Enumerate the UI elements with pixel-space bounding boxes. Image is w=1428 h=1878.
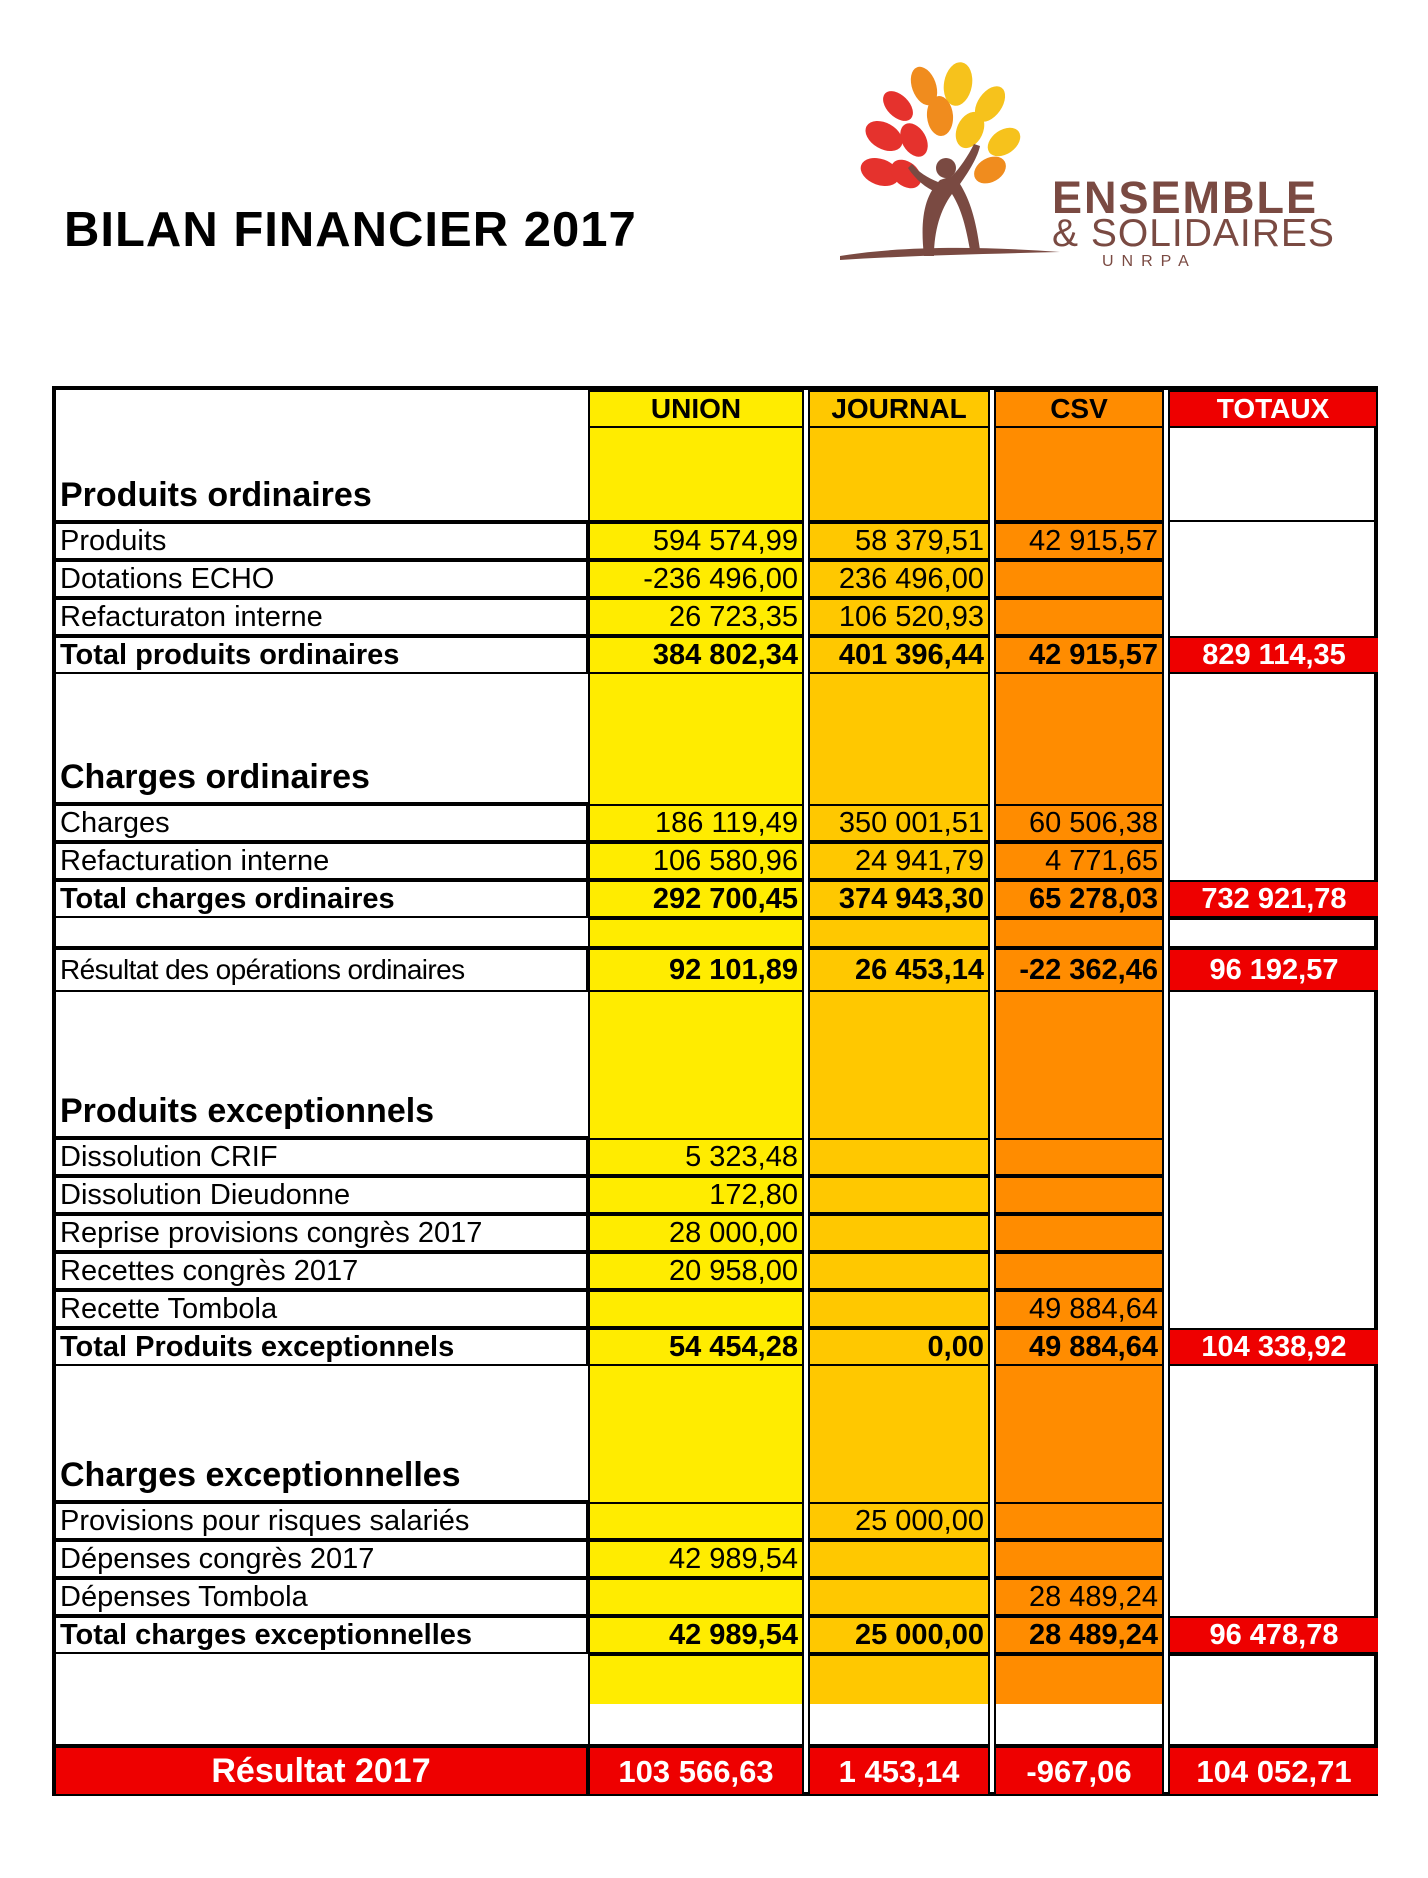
cell-csv-total-ch-exc: 28 489,24 xyxy=(994,1616,1164,1654)
cell-union-total-ch-exc: 42 989,54 xyxy=(588,1616,804,1654)
blank-j xyxy=(808,1654,990,1746)
cell-total-blank xyxy=(1168,804,1378,842)
row-label-total-ch-exc: Total charges exceptionnelles xyxy=(56,1616,588,1654)
cell-csv-total-ch-ord: 65 278,03 xyxy=(994,880,1164,918)
blank-t xyxy=(1168,1366,1378,1502)
row-label-refact2: Refacturation interne xyxy=(56,842,588,880)
cell-total-total-prod-ord: 829 114,35 xyxy=(1168,636,1378,674)
cell-csv-dotations xyxy=(994,560,1164,598)
cell-union-charges: 186 119,49 xyxy=(588,804,804,842)
result-2017-union: 103 566,63 xyxy=(588,1746,804,1796)
cell-total-blank xyxy=(1168,1578,1378,1616)
cell-journal-total-prod-ord: 401 396,44 xyxy=(808,636,990,674)
cell-union-dep-tombola xyxy=(588,1578,804,1616)
cell-csv-dep-congres xyxy=(994,1540,1164,1578)
blank-c xyxy=(994,1654,1164,1746)
logo-text-unrpa: UNRPA xyxy=(1102,253,1197,270)
cell-union-reprise: 28 000,00 xyxy=(588,1214,804,1252)
blank-journal xyxy=(808,428,990,522)
blank-c xyxy=(994,674,1164,804)
header-totaux: TOTAUX xyxy=(1168,390,1378,428)
result-2017-total: 104 052,71 xyxy=(1168,1746,1378,1796)
blank-totaux xyxy=(1168,428,1378,522)
row-label-tombola-rec: Recette Tombola xyxy=(56,1290,588,1328)
header-journal: JOURNAL xyxy=(808,390,990,428)
cell-union-refact2: 106 580,96 xyxy=(588,842,804,880)
cell-journal-dieudonne xyxy=(808,1176,990,1214)
cell-journal-dep-congres xyxy=(808,1540,990,1578)
row-label-refact1: Refacturaton interne xyxy=(56,598,588,636)
cell-journal-refact1: 106 520,93 xyxy=(808,598,990,636)
cell-journal-tombola-rec xyxy=(808,1290,990,1328)
row-label-dieudonne: Dissolution Dieudonne xyxy=(56,1176,588,1214)
section-charges-ordinaires: Charges ordinaires xyxy=(56,674,588,804)
cell-csv-refact2: 4 771,65 xyxy=(994,842,1164,880)
cell-union-produits: 594 574,99 xyxy=(588,522,804,560)
cell-csv-recettes xyxy=(994,1252,1164,1290)
page-title: BILAN FINANCIER 2017 xyxy=(64,203,637,257)
blank-t xyxy=(1168,918,1378,948)
blank-j xyxy=(808,1366,990,1502)
cell-total-blank xyxy=(1168,1214,1378,1252)
cell-journal-refact2: 24 941,79 xyxy=(808,842,990,880)
row-label-resultat-ord: Résultat des opérations ordinaires xyxy=(56,948,588,992)
cell-union-recettes: 20 958,00 xyxy=(588,1252,804,1290)
row-label-provisions: Provisions pour risques salariés xyxy=(56,1502,588,1540)
blank-u xyxy=(588,1366,804,1502)
result-2017-label: Résultat 2017 xyxy=(56,1746,588,1796)
cell-journal-total-ch-exc: 25 000,00 xyxy=(808,1616,990,1654)
cell-union-provisions xyxy=(588,1502,804,1540)
cell-journal-charges: 350 001,51 xyxy=(808,804,990,842)
cell-csv-reprise xyxy=(994,1214,1164,1252)
cell-total-total-ch-exc: 96 478,78 xyxy=(1168,1616,1378,1654)
row-label-recettes: Recettes congrès 2017 xyxy=(56,1252,588,1290)
blank-t xyxy=(1168,674,1378,804)
cell-csv-tombola-rec: 49 884,64 xyxy=(994,1290,1164,1328)
row-label-reprise: Reprise provisions congrès 2017 xyxy=(56,1214,588,1252)
blank-c xyxy=(994,918,1164,948)
header-union: UNION xyxy=(588,390,804,428)
blank-union xyxy=(588,428,804,522)
cell-journal-crif xyxy=(808,1138,990,1176)
blank-row-label xyxy=(56,1654,588,1746)
row-label-produits: Produits xyxy=(56,522,588,560)
cell-union-dep-congres: 42 989,54 xyxy=(588,1540,804,1578)
cell-csv-total-prod-ord: 42 915,57 xyxy=(994,636,1164,674)
cell-csv-crif xyxy=(994,1138,1164,1176)
cell-union-dieudonne: 172,80 xyxy=(588,1176,804,1214)
row-label-total-prod-exc: Total Produits exceptionnels xyxy=(56,1328,588,1366)
logo-text-solidaires: & SOLIDAIRES xyxy=(1052,212,1335,255)
section-produits-ordinaires: Produits ordinaires xyxy=(56,428,588,522)
blank-c xyxy=(994,992,1164,1138)
cell-total-blank xyxy=(1168,598,1378,636)
cell-journal-recettes xyxy=(808,1252,990,1290)
ensemble-solidaires-logo xyxy=(820,60,1340,280)
cell-journal-provisions: 25 000,00 xyxy=(808,1502,990,1540)
cell-union-total-ch-ord: 292 700,45 xyxy=(588,880,804,918)
result-2017-journal: 1 453,14 xyxy=(808,1746,990,1796)
cell-csv-provisions xyxy=(994,1502,1164,1540)
cell-total-resultat-ord: 96 192,57 xyxy=(1168,948,1378,992)
blank-j xyxy=(808,992,990,1138)
blank-t xyxy=(1168,1654,1378,1746)
cell-journal-total-prod-exc: 0,00 xyxy=(808,1328,990,1366)
cell-csv-dieudonne xyxy=(994,1176,1164,1214)
header-csv: CSV xyxy=(994,390,1164,428)
cell-union-tombola-rec xyxy=(588,1290,804,1328)
cell-journal-dep-tombola xyxy=(808,1578,990,1616)
blank-u xyxy=(588,992,804,1138)
blank-j xyxy=(808,674,990,804)
section-produits-exceptionnels: Produits exceptionnels xyxy=(56,992,588,1138)
cell-union-resultat-ord: 92 101,89 xyxy=(588,948,804,992)
cell-journal-resultat-ord: 26 453,14 xyxy=(808,948,990,992)
cell-union-dotations: -236 496,00 xyxy=(588,560,804,598)
blank-csv xyxy=(994,428,1164,522)
cell-union-crif: 5 323,48 xyxy=(588,1138,804,1176)
blank-t xyxy=(1168,992,1378,1138)
cell-journal-dotations: 236 496,00 xyxy=(808,560,990,598)
financial-table xyxy=(52,386,1378,1796)
row-label-dep-tombola: Dépenses Tombola xyxy=(56,1578,588,1616)
cell-total-total-prod-exc: 104 338,92 xyxy=(1168,1328,1378,1366)
row-label-charges: Charges xyxy=(56,804,588,842)
tree-person-logo-icon xyxy=(820,60,1060,260)
cell-total-blank xyxy=(1168,1290,1378,1328)
cell-csv-resultat-ord: -22 362,46 xyxy=(994,948,1164,992)
blank-row-label xyxy=(56,918,588,948)
blank-u xyxy=(588,918,804,948)
cell-total-blank xyxy=(1168,1138,1378,1176)
cell-total-blank xyxy=(1168,1502,1378,1540)
cell-total-blank xyxy=(1168,1176,1378,1214)
row-label-total-prod-ord: Total produits ordinaires xyxy=(56,636,588,674)
blank-u xyxy=(588,674,804,804)
cell-total-blank xyxy=(1168,560,1378,598)
row-label-dep-congres: Dépenses congrès 2017 xyxy=(56,1540,588,1578)
cell-journal-total-ch-ord: 374 943,30 xyxy=(808,880,990,918)
logo-text-ensemble: ENSEMBLE xyxy=(1052,172,1319,223)
cell-total-blank xyxy=(1168,522,1378,560)
cell-total-blank xyxy=(1168,1540,1378,1578)
cell-union-total-prod-exc: 54 454,28 xyxy=(588,1328,804,1366)
cell-total-blank xyxy=(1168,1252,1378,1290)
blank-u xyxy=(588,1654,804,1746)
cell-csv-refact1 xyxy=(994,598,1164,636)
section-charges-exceptionnelles: Charges exceptionnelles xyxy=(56,1366,588,1502)
cell-csv-dep-tombola: 28 489,24 xyxy=(994,1578,1164,1616)
cell-union-refact1: 26 723,35 xyxy=(588,598,804,636)
result-2017-csv: -967,06 xyxy=(994,1746,1164,1796)
cell-journal-produits: 58 379,51 xyxy=(808,522,990,560)
blank-c xyxy=(994,1366,1164,1502)
row-label-dotations: Dotations ECHO xyxy=(56,560,588,598)
cell-csv-total-prod-exc: 49 884,64 xyxy=(994,1328,1164,1366)
cell-csv-produits: 42 915,57 xyxy=(994,522,1164,560)
cell-union-total-prod-ord: 384 802,34 xyxy=(588,636,804,674)
cell-total-total-ch-ord: 732 921,78 xyxy=(1168,880,1378,918)
cell-total-blank xyxy=(1168,842,1378,880)
row-label-crif: Dissolution CRIF xyxy=(56,1138,588,1176)
blank-j xyxy=(808,918,990,948)
cell-journal-reprise xyxy=(808,1214,990,1252)
cell-csv-charges: 60 506,38 xyxy=(994,804,1164,842)
row-label-total-ch-ord: Total charges ordinaires xyxy=(56,880,588,918)
